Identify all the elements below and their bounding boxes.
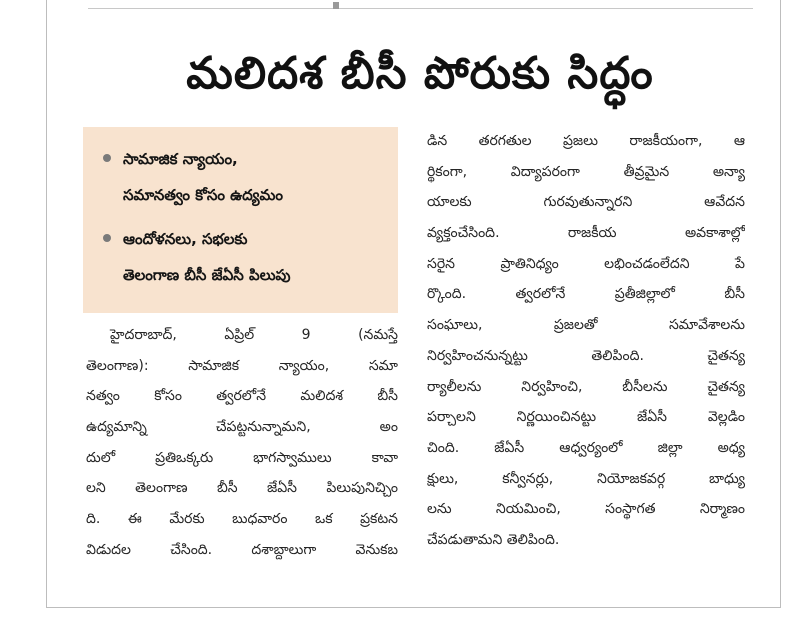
highlight-line: తెలంగాణ బీసీ జేఏసీ పిలుపు (123, 266, 291, 284)
article-left-column (86, 320, 398, 566)
body-line: విడుదల చేసింది. దశాబ్దాలుగా వెనుకబ (86, 541, 398, 558)
body-line: డిన తరగతుల ప్రజలు రాజకీయంగా, ఆ (427, 133, 745, 149)
top-rule (88, 8, 753, 9)
body-line: చేపడుతామని తెలిపింది. (427, 531, 560, 548)
body-line: ర్కొంది. త్వరలోనే ప్రతీజిల్లాలో బీసీ (427, 286, 745, 303)
body-line: హైదరాబాద్, ఏప్రిల్ 9 (నమస్తే (110, 327, 398, 343)
highlight-line: ఆందోళనలు, సభలకు (123, 230, 248, 248)
bullet-icon (103, 234, 111, 242)
highlights-box (83, 127, 398, 313)
body-line: ది. ఈ మేరకు బుధవారం ఒక ప్రకటన (86, 511, 398, 528)
body-line: నిర్వహించనున్నట్టు తెలిపింది. చైతన్య (427, 347, 745, 364)
body-line: లని తెలంగాణ బీసీ జేఏసీ పిలుపునిచ్చిం (86, 480, 398, 497)
top-rule-marker (333, 2, 339, 9)
body-line: లను నియమించి, సంస్థాగత నిర్మాణం (427, 501, 745, 518)
body-line: ర్థికంగా, విద్యాపరంగా తీవ్రమైన అన్యా (427, 163, 745, 180)
highlight-item (103, 221, 386, 293)
body-line: క్షులు, కన్వీనర్లు, నియోజకవర్గ బాధ్యు (427, 470, 745, 487)
body-line: దులో ప్రతిఒక్కరు భాగస్వాములు కావా (86, 449, 398, 466)
bullet-icon (103, 154, 111, 162)
body-line: ఉద్యమాన్ని చేపట్టనున్నామని, అం (86, 419, 398, 436)
body-line: ర్యాలీలను నిర్వహించి, బీసీలను చైతన్య (427, 378, 745, 395)
body-line: చింది. జేఏసీ ఆధ్వర్యంలో జిల్లా అధ్య (427, 439, 745, 456)
body-line: నత్వం కోసం త్వరలోనే మలిదశ బీసీ (86, 388, 398, 405)
headline: మలిదశ బీసీ పోరుకు సిద్ధం (186, 48, 654, 99)
body-line: సరైన ప్రాతినిధ్యం లభించడంలేదని పే (427, 255, 745, 272)
highlight-item (103, 141, 386, 213)
highlight-line: సామాజిక న్యాయం, (123, 150, 238, 168)
body-line: వ్యక్తంచేసింది. రాజకీయ అవకాశాల్లో (427, 225, 745, 242)
highlight-line: సమానత్వం కోసం ఉద్యమం (123, 186, 283, 204)
body-line: తెలంగాణ): సామాజిక న్యాయం, సమా (86, 357, 398, 374)
body-line: సంఘాలు, ప్రజలతో సమావేశాలను (427, 317, 745, 334)
article-right-column (427, 126, 745, 556)
body-line: యాలకు గురవుతున్నారని ఆవేదన (427, 194, 745, 211)
body-line: పర్చాలని నిర్ణయించినట్టు జేఏసీ వెల్లడిం (427, 409, 745, 426)
